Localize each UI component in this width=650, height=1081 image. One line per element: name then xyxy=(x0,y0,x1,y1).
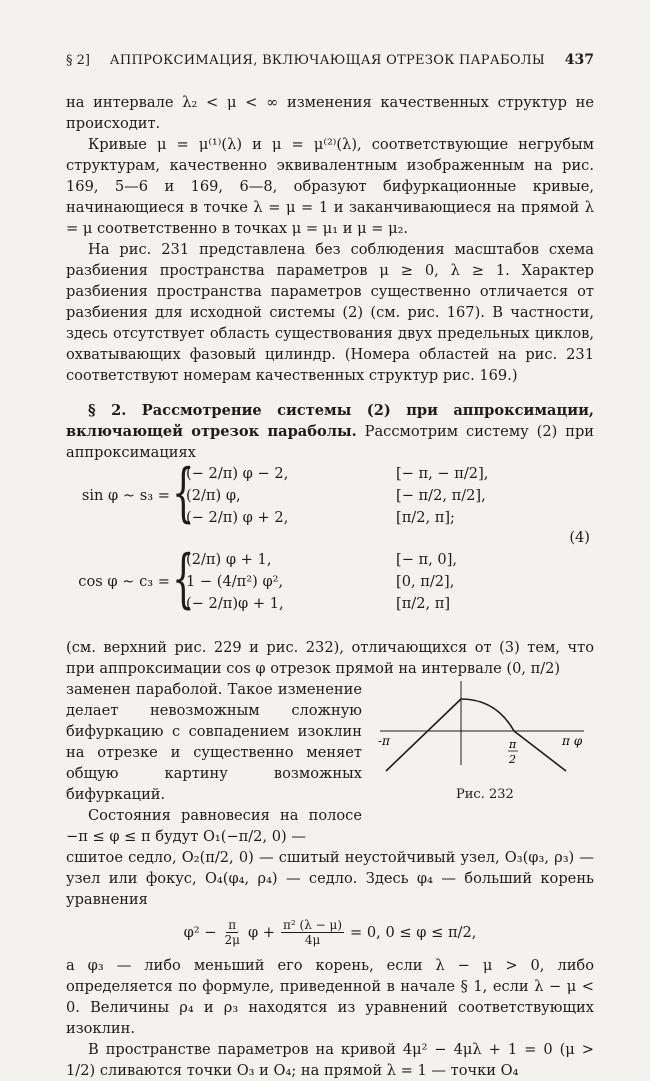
formula-rhs: = 0, 0 ≤ φ ≤ π/2, xyxy=(350,924,477,941)
fraction-2 xyxy=(281,918,344,947)
approximation-system xyxy=(66,456,594,631)
label-pi-half-den: 2 xyxy=(509,753,516,766)
label-pi-half-num: π xyxy=(509,738,517,751)
fraction-2-num: π² (λ − μ) xyxy=(283,918,343,932)
figure-232 xyxy=(376,679,594,809)
header-title: АППРОКСИМАЦИЯ, ВКЛЮЧАЮЩАЯ ОТРЕЗОК ПАРАБОЛЫ xyxy=(109,53,546,68)
book-page xyxy=(66,52,594,1081)
paragraph-7: а φ₃ — либо меньший его корень, если λ − μ > 0, либо определяется по формуле, приведенной в начале § 1, если λ − μ < 0. Величины ρ₄ и ρ₃ находятся из уравнений соответствующих изоклин. xyxy=(66,957,594,1037)
paragraph-8: В пространстве параметров на кривой 4μ² − 4μλ + 1 = 0 (μ > 1/2) сливаются точки O₃ и O₄; на прямой λ = 1 — точки O₄ xyxy=(66,1041,594,1079)
page-number: 437 xyxy=(564,52,594,68)
header-section: § 2] xyxy=(66,53,90,68)
cos-case-interval: [− π, 0], xyxy=(396,551,458,568)
cos-case-interval: [0, π/2], xyxy=(396,573,455,590)
paragraph-3: На рис. 231 представлена без соблюдения масштабов схема разбиения пространства параметров μ ≥ 0, λ ≥ 1. Характер разбиения пространства параметров существенно отличается от разбиения для исходной системы (2) (см. рис. 167). В частности, здесь отсутствует область существования двух предельных циклов, охватывающих фазовый цилиндр. (Номера областей на рис. 231 соответствуют номерам качественных структур рис. 169.) xyxy=(66,241,594,384)
cos-case-expr: (2/π) φ + 1, xyxy=(186,551,272,568)
paragraph-6: сшитое седло, O₂(π/2, 0) — сшитый неустойчивый узел, O₃(φ₃, ρ₃) — узел или фокус, O₄(φ₄, ρ₄) — седло. Здесь φ₄ — больший корень уравнения xyxy=(66,849,594,908)
paragraph-5: заменен параболой. Такое изменение делает невозможным сложную бифуркацию с совпадением изоклин на отрезке и существенно меняет общую картину возможных бифуркаций. xyxy=(66,681,362,803)
paragraph-1: на интервале λ₂ < μ < ∞ изменения качественных структур не происходит. xyxy=(66,94,594,132)
sin-case-interval: [− π/2, π/2], xyxy=(396,487,486,504)
sin-case-expr: (− 2/π) φ − 2, xyxy=(186,465,289,482)
running-header xyxy=(66,52,594,68)
linear-segment-left xyxy=(386,699,461,771)
fraction-1-den: 2μ xyxy=(224,933,240,947)
paragraph-6-start: Состояния равновесия на полосе −π ≤ φ ≤ π будут O₁(−π/2, 0) — xyxy=(66,807,362,845)
label-neg-pi: -π xyxy=(378,734,390,748)
section-paragraph xyxy=(66,400,594,463)
equation-number: (4) xyxy=(569,529,590,546)
sin-lhs: sin φ ∼ s₃ = xyxy=(81,487,170,504)
figure-caption: Рис. 232 xyxy=(456,787,514,802)
sin-case-expr: (− 2/π) φ + 2, xyxy=(186,509,289,526)
paragraph-4: (см. верхний рис. 229 и рис. 232), отличающихся от (3) тем, что при аппроксимации cos φ отрезок прямой на интервале (0, π/2) xyxy=(66,639,594,677)
label-pi-phi: π φ xyxy=(562,734,583,748)
cos-case-expr: 1 − (4/π²) φ², xyxy=(186,573,284,590)
cos-case-interval: [π/2, π] xyxy=(396,595,451,612)
sin-brace: { xyxy=(172,456,195,530)
fraction-2-den: 4μ xyxy=(304,933,321,947)
cos-lhs: cos φ ∼ c₃ = xyxy=(78,573,170,590)
sin-case-interval: [− π, − π/2], xyxy=(396,465,489,482)
figure-wrap xyxy=(66,679,594,847)
equation-phi4 xyxy=(66,918,594,947)
formula-mid: φ + xyxy=(247,924,276,941)
sin-case-expr: (2/π) φ, xyxy=(186,487,241,504)
cos-approximation-plot xyxy=(376,679,594,785)
sin-case-interval: [π/2, π]; xyxy=(396,509,455,526)
cos-case-expr: (− 2/π)φ + 1, xyxy=(186,595,284,612)
section-heading: § 2. Рассмотрение системы (2) при аппроксимации, включающей отрезок параболы. xyxy=(66,402,594,440)
linear-segment-right xyxy=(514,731,566,771)
fraction-1 xyxy=(223,918,242,947)
fraction-1-num: π xyxy=(228,918,237,932)
section-intro: Рассмотрим систему (2) при аппроксимациях xyxy=(66,423,595,461)
cos-brace: { xyxy=(172,542,195,616)
parabola-segment xyxy=(461,699,514,731)
formula-lhs: φ² − xyxy=(183,924,217,941)
wrapped-text xyxy=(66,679,362,847)
paragraph-2: Кривые μ = μ⁽¹⁾(λ) и μ = μ⁽²⁾(λ), соответствующие негрубым структурам, качественно эквивалентным изображенным на рис. 169, 5—6 и 169, 6—8, образуют бифуркационные кривые, начинающиеся в точке λ = μ = 1 и заканчивающиеся на прямой λ = μ соответственно в точках μ = μ₁ и μ = μ₂. xyxy=(66,136,594,237)
